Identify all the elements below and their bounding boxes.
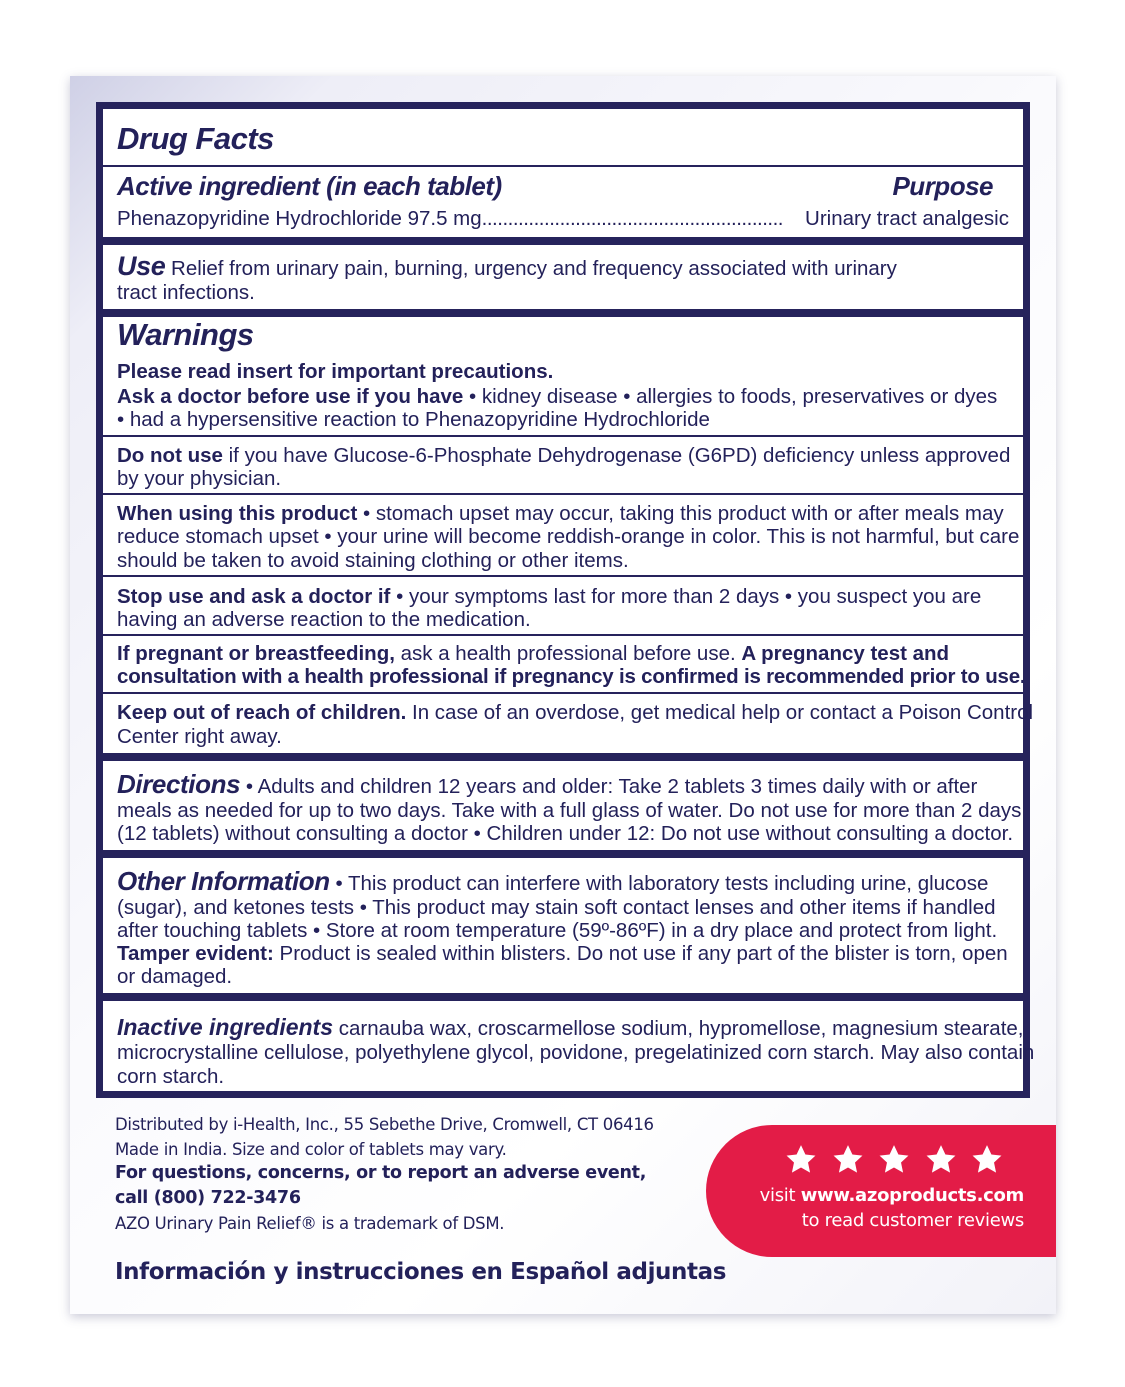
directions-heading: Directions — [117, 769, 241, 799]
inactive-text-2: microcrystalline cellulose, polyethylene glycol, povidone, pregelatinized corn starch. May also contain — [117, 1041, 1035, 1064]
keep-out-row — [117, 701, 1034, 725]
distributor-text: Distributed by i-Health, Inc., 55 Sebethe Drive, Cromwell, CT 06416 — [115, 1115, 654, 1134]
use-heading: Use — [117, 251, 166, 281]
review-badge[interactable] — [706, 1125, 1056, 1257]
warnings-heading: Warnings — [117, 317, 254, 352]
section-bar — [103, 237, 1023, 245]
inactive-row — [117, 1014, 1024, 1041]
divider — [103, 435, 1023, 437]
ingredient-name: Phenazopyridine Hydrochloride 97.5 mg — [117, 207, 482, 230]
section-bar — [103, 850, 1023, 858]
inactive-heading: Inactive ingredients — [117, 1014, 334, 1040]
tamper-row — [117, 942, 1009, 966]
tamper-text: Product is sealed within blisters. Do not use if any part of the blister is torn, open — [273, 942, 1008, 965]
ask-doctor-row — [117, 385, 1009, 409]
other-info-text-2: (sugar), and ketones tests • This product may stain soft contact lenses and other items if handled — [117, 896, 996, 919]
do-not-use-text-2: by your physician. — [117, 467, 282, 490]
divider — [103, 493, 1023, 495]
stop-use-row — [117, 585, 1009, 609]
star-icon — [784, 1143, 818, 1176]
use-text: Relief from urinary pain, burning, urgency and frequency associated with urinary — [165, 257, 897, 280]
active-ingredient-row — [117, 207, 1009, 231]
inactive-text: carnauba wax, croscarmellose sodium, hypromellose, magnesium stearate, — [333, 1017, 1024, 1040]
use-text-2: tract infections. — [117, 281, 255, 304]
stop-use-label: Stop use and ask a doctor if — [117, 585, 391, 608]
divider — [103, 165, 1023, 167]
divider — [103, 575, 1023, 577]
star-icon — [831, 1143, 865, 1176]
ingredient-purpose: Urinary tract analgesic — [805, 207, 1009, 230]
star-icon — [924, 1143, 958, 1176]
ask-doctor-label: Ask a doctor before use if you have — [117, 385, 464, 408]
when-using-row — [117, 502, 1009, 526]
divider — [103, 692, 1023, 694]
pregnancy-row — [117, 642, 1009, 666]
keep-out-label: Keep out of reach of children. — [117, 701, 407, 724]
made-in-text: Made in India. Size and color of tablets may vary. — [115, 1140, 507, 1159]
when-using-text-3: should be taken to avoid staining clothing or other items. — [117, 549, 629, 572]
keep-out-text: In case of an overdose, get medical help or contact a Poison Control — [406, 701, 1034, 724]
phone-number[interactable]: call (800) 722-3476 — [115, 1188, 301, 1208]
section-bar — [103, 309, 1023, 317]
keep-out-text-2: Center right away. — [117, 725, 282, 748]
star-icon — [877, 1143, 911, 1176]
visit-text: visit — [759, 1185, 801, 1206]
insert-notice: Please read insert for important precautions. — [117, 360, 554, 383]
inactive-text-3: corn starch. — [117, 1065, 225, 1088]
review-cta-text: to read customer reviews — [801, 1210, 1024, 1231]
stop-use-text-2: having an adverse reaction to the medication. — [117, 608, 531, 631]
active-ingredient-heading: Active ingredient (in each tablet) — [117, 171, 502, 201]
directions-text-2: meals as needed for up to two days. Take with a full glass of water. Do not use for more than 2 days — [117, 799, 1022, 822]
directions-text-3: (12 tablets) without consulting a doctor • Children under 12: Do not use without consulting a doctor. — [117, 822, 1014, 845]
tamper-label: Tamper evident: — [117, 942, 274, 965]
directions-row — [117, 769, 1009, 799]
use-section — [117, 251, 1009, 281]
do-not-use-label: Do not use — [117, 444, 223, 467]
questions-text: For questions, concerns, or to report an adverse event, — [115, 1163, 647, 1183]
other-info-text-3: after touching tablets • Store at room temperature (59º-86ºF) in a dry place and protect from light. — [117, 919, 998, 942]
when-using-text: • stomach upset may occur, taking this product with or after meals may — [357, 502, 1004, 525]
divider — [103, 634, 1023, 636]
do-not-use-text: if you have Glucose-6-Phosphate Dehydrogenase (G6PD) deficiency unless approved — [222, 444, 1011, 467]
tamper-text-2: or damaged. — [117, 965, 233, 988]
drug-facts-panel — [96, 102, 1035, 1098]
other-info-heading: Other Information — [117, 866, 330, 896]
spanish-notice: Información y instrucciones en Español adjuntas — [115, 1259, 727, 1285]
section-bar — [103, 993, 1023, 1001]
ask-doctor-text-2: • had a hypersensitive reaction to Phenazopyridine Hydrochloride — [117, 408, 710, 431]
rating-stars — [784, 1143, 1004, 1176]
purpose-heading: Purpose — [892, 171, 993, 201]
other-info-row — [117, 866, 1009, 896]
ask-doctor-text: • kidney disease • allergies to foods, preservatives or dyes — [463, 385, 998, 408]
review-visit-line — [760, 1185, 1024, 1206]
do-not-use-row — [117, 444, 1009, 468]
section-bar — [103, 753, 1023, 761]
trademark-text: AZO Urinary Pain Relief® is a trademark of DSM. — [115, 1214, 505, 1233]
review-url-link[interactable]: www.azoproducts.com — [800, 1185, 1024, 1206]
star-icon — [970, 1143, 1004, 1176]
directions-text: • Adults and children 12 years and older: Take 2 tablets 3 times daily with or after — [240, 775, 978, 798]
drug-facts-title: Drug Facts — [117, 121, 274, 156]
when-using-label: When using this product — [117, 502, 358, 525]
other-info-text: • This product can interfere with laboratory tests including urine, glucose — [329, 872, 989, 895]
leader-dots: .......................................................... — [481, 207, 783, 230]
pregnancy-text: ask a health professional before use. — [394, 642, 742, 665]
pregnancy-test-text: A pregnancy test and — [741, 642, 950, 665]
pregnancy-test-text-2: consultation with a health professional if pregnancy is confirmed is recommended prior to use. — [117, 665, 1026, 688]
when-using-text-2: reduce stomach upset • your urine will become reddish-orange in color. This is not harmful, but care — [117, 525, 1020, 548]
stop-use-text: • your symptoms last for more than 2 days • you suspect you are — [390, 585, 982, 608]
pregnancy-label: If pregnant or breastfeeding, — [117, 642, 395, 665]
